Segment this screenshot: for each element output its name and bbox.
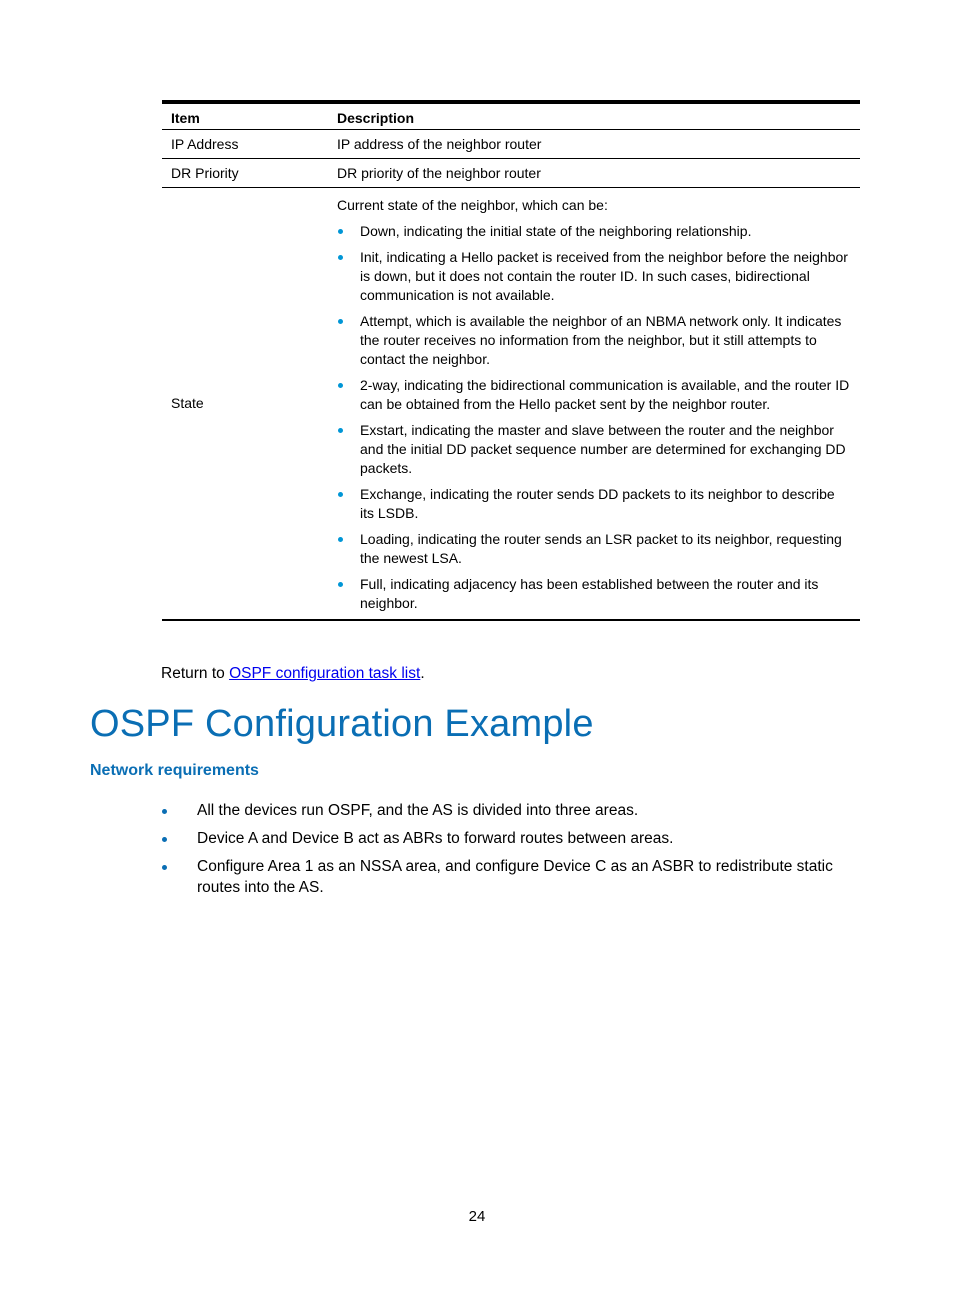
row-item: State	[171, 395, 204, 411]
state-item-2way: 2-way, indicating the bidirectional communication is available, and the router ID can be obtained from the Hello packet sent by the neighbor router.	[337, 376, 851, 414]
list-item: Configure Area 1 as an NSSA area, and configure Device C as an ASBR to redistribute static routes into the AS.	[160, 856, 866, 898]
bullet-icon	[338, 255, 343, 260]
header-item: Item	[171, 110, 200, 127]
state-intro: Current state of the neighbor, which can be:	[337, 196, 608, 213]
table-row	[162, 158, 860, 187]
row-item: IP Address	[171, 135, 239, 152]
row-item: DR Priority	[171, 164, 239, 181]
return-suffix: .	[420, 665, 425, 682]
state-item-init: Init, indicating a Hello packet is received from the neighbor before the neighbor is down, but it does not contain the router ID. In such cases, bidirectional communication is not available.	[337, 248, 851, 305]
row-description: DR priority of the neighbor router	[337, 164, 541, 181]
state-description-cell	[328, 187, 860, 620]
state-list	[337, 222, 851, 613]
state-item-full: Full, indicating adjacency has been established between the router and its neighbor.	[337, 575, 851, 613]
bullet-icon	[162, 809, 167, 814]
header-description: Description	[337, 110, 415, 127]
page-number: 24	[468, 1208, 486, 1225]
bullet-icon	[338, 229, 343, 234]
ospf-task-list-link[interactable]: OSPF configuration task list	[229, 665, 421, 682]
state-item-loading: Loading, indicating the router sends an LSR packet to its neighbor, requesting the newest LSA.	[337, 530, 851, 568]
chapter-title: OSPF Configuration Example	[90, 703, 594, 745]
bullet-icon	[162, 837, 167, 842]
return-line	[161, 665, 425, 683]
return-prefix: Return to	[161, 665, 230, 682]
bullet-icon	[338, 492, 343, 497]
bullet-icon	[338, 537, 343, 542]
state-item-down: Down, indicating the initial state of the neighboring relationship.	[337, 222, 851, 241]
state-item-exchange: Exchange, indicating the router sends DD packets to its neighbor to describe its LSDB.	[337, 485, 851, 523]
state-item-exstart: Exstart, indicating the master and slave between the router and the neighbor and the initial DD packet sequence number are determined for exchanging DD packets.	[337, 421, 851, 478]
list-item: All the devices run OSPF, and the AS is divided into three areas.	[160, 800, 866, 821]
state-description-table	[162, 100, 860, 621]
section-title: Network requirements	[90, 762, 259, 779]
state-item-attempt: Attempt, which is available the neighbor of an NBMA network only. It indicates the router receives no information from the neighbor, but it still attempts to contact the neighbor.	[337, 312, 851, 369]
requirements-list	[160, 800, 866, 905]
bullet-icon	[338, 582, 343, 587]
table-header-row	[162, 102, 860, 129]
table-row	[162, 129, 860, 158]
table-row-state	[162, 187, 860, 620]
bullet-icon	[162, 865, 167, 870]
row-description: IP address of the neighbor router	[337, 135, 542, 152]
list-item: Device A and Device B act as ABRs to forward routes between areas.	[160, 828, 866, 849]
bullet-icon	[338, 319, 343, 324]
bullet-icon	[338, 428, 343, 433]
bullet-icon	[338, 383, 343, 388]
